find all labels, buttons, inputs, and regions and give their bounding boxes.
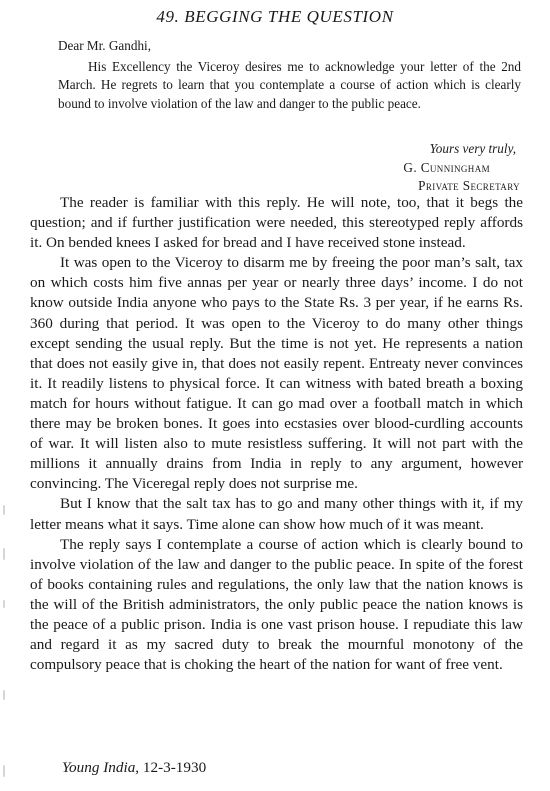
viceroy-letter <box>58 37 521 113</box>
scan-edge-mark <box>3 765 5 777</box>
letter-body: His Excellency the Viceroy desires me to acknowledge your letter of the 2nd March. He regrets to learn that you contemplate a course of action which is clearly bound to involve violation of the law and danger to the public peace. <box>58 58 521 111</box>
article-paragraph: It was open to the Viceroy to disarm me by freeing the poor man’s salt, tax on which costs him five annas per year or nearly three days’ income. I do not know outside India anyone who pays to the State Rs. 3 per year, if he earns Rs. 360 during that period. It was open to the Viceroy to do many other things except sending the usual reply. But the time is not yet. He represents a nation that does not easily give in, that does not easily repent. Entreaty never convinces it. It readily listens to physical force. It can witness with bated breath a boxing match for hours without fatigue. It can go mad over a football match in which there may be broken bones. It goes into ecstasies over blood-curdling accounts of war. It will listen also to mute resistless suffering. It will not part with the millions it annually drains from India in reply to any argument, however convincing. The Viceregal reply does not surprise me. <box>30 254 523 493</box>
chapter-title: 49. BEGGING THE QUESTION <box>156 7 394 26</box>
scan-edge-mark <box>3 505 5 515</box>
scan-edge-mark <box>3 548 5 560</box>
article-paragraph: The reply says I contemplate a course of action which is clearly bound to involve violation of the law and danger to the public peace. In spite of the forest of books containing rules and regulations, the only law that the nation knows is the will of the British administrators, the only public peace the nation knows is the peace of a public prison. India is one vast prison house. I repudiate this law and regard it as my sacred duty to break the mournful monotony of the compulsory peace that is choking the heart of the nation for want of free vent. <box>30 535 523 674</box>
source-publication: Young India <box>62 759 136 776</box>
letter-closing: Yours very truly, <box>429 141 516 156</box>
letter-salutation: Dear Mr. Gandhi, <box>58 38 152 53</box>
letter-signer-title: Private Secretary <box>418 178 520 193</box>
letter-signer: G. Cunningham <box>403 159 490 175</box>
source-citation <box>62 759 206 777</box>
source-date: , 12-3-1930 <box>135 759 207 776</box>
article-paragraph: But I know that the salt tax has to go and many other things with it, if my letter means what it says. Time alone can show how much of it was meant. <box>30 495 523 533</box>
scan-edge-mark <box>3 690 5 700</box>
scan-edge-mark <box>3 600 5 608</box>
letter-signoff <box>330 140 520 196</box>
article-body <box>30 193 523 675</box>
article-paragraph: The reader is familiar with this reply. He will note, too, that it begs the question; and if further justification were needed, this stereotyped reply affords it. On bended knees I asked for bread and I have received stone instead. <box>30 194 523 252</box>
